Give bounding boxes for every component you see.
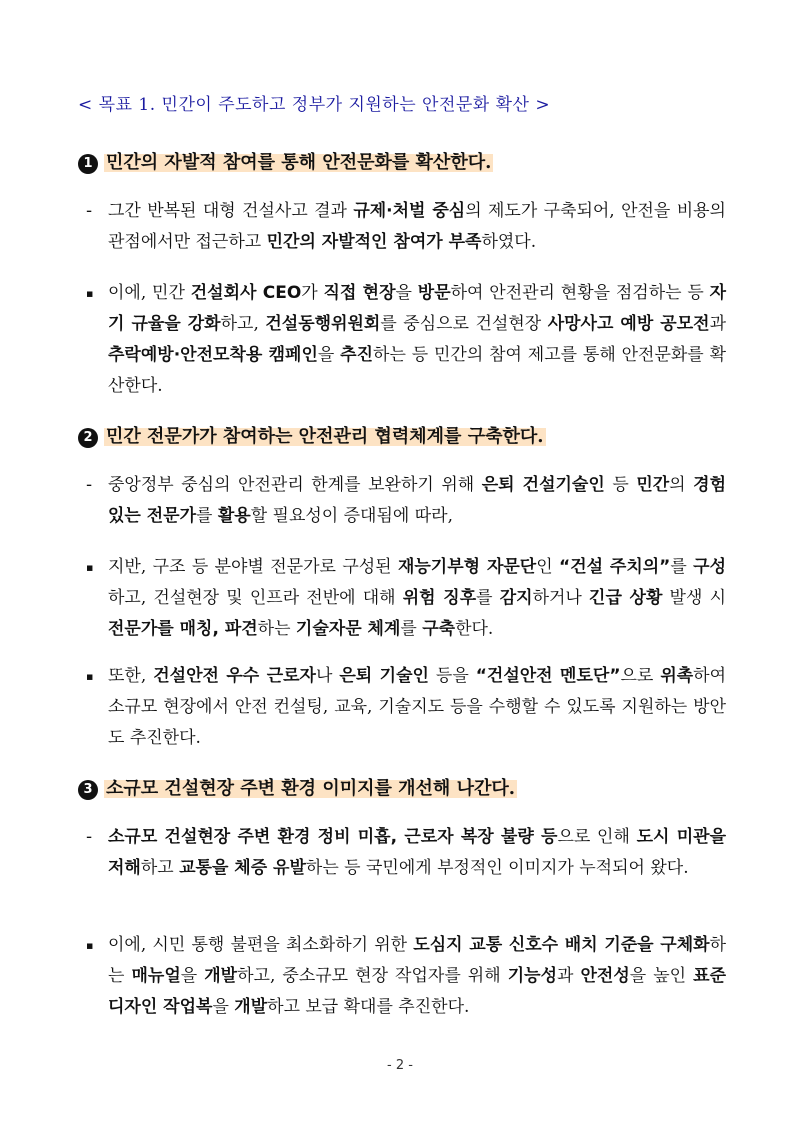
bold-text: 추진 bbox=[340, 345, 374, 365]
bold-text: 기술자문 체계 bbox=[295, 619, 401, 639]
paragraph-text bbox=[108, 196, 726, 258]
bold-text: 교통을 체증 유발 bbox=[179, 858, 306, 878]
text-run: 과 bbox=[557, 966, 581, 986]
text-run: 등 bbox=[604, 475, 637, 495]
text-run: 하여 안전관리 현황을 점검하는 등 bbox=[450, 283, 710, 303]
dash-bullet: - bbox=[86, 475, 93, 495]
bold-text: 활용 bbox=[217, 506, 251, 526]
text-run: 지반, 구조 등 분야별 전문가로 구성된 bbox=[108, 557, 398, 577]
text-run: 으로 bbox=[620, 666, 661, 686]
section-1-number: 1 bbox=[78, 154, 98, 174]
bold-text: 도시 미관을 저해 bbox=[108, 827, 726, 878]
text-run: 인 bbox=[536, 557, 560, 577]
page-number: - 2 - bbox=[387, 1058, 413, 1073]
square-bullet-icon: ▪ bbox=[86, 287, 94, 300]
text-run: 을 bbox=[212, 997, 235, 1017]
bold-text: 표준 디자인 작업복 bbox=[108, 966, 727, 1017]
text-run: 하는 bbox=[108, 935, 727, 986]
square-bullet-icon: ▪ bbox=[86, 561, 94, 574]
bold-text: 긴급 상황 bbox=[589, 588, 663, 608]
text-run: 을 높인 bbox=[629, 966, 694, 986]
bold-text: 건설동행위원회 bbox=[265, 314, 381, 334]
bold-text: 민간의 자발적인 참여가 부족 bbox=[266, 232, 482, 252]
paragraph-text bbox=[108, 552, 726, 645]
text-run: 하고, 건설현장 및 인프라 전반에 대해 bbox=[108, 588, 403, 608]
text-run: 이에, 시민 통행 불편을 최소화하기 위한 bbox=[108, 935, 414, 955]
text-run: 과 bbox=[709, 314, 727, 334]
text-run: 의 제도가 구축되어, 안전을 비용의 관점에서만 접근하고 bbox=[108, 201, 726, 252]
text-run: 하는 bbox=[257, 619, 296, 639]
section-1-item-2 bbox=[86, 278, 726, 402]
text-run: 하는 등 국민에게 부정적인 이미지가 누적되어 왔다. bbox=[305, 858, 689, 878]
text-run: 이에, 민간 bbox=[108, 283, 191, 303]
bold-text: 건설안전 우수 근로자 bbox=[153, 666, 316, 686]
bold-text: 은퇴 건설기술인 bbox=[481, 475, 605, 495]
bold-text: 규제·처벌 중심 bbox=[353, 201, 466, 221]
bold-text: “건설안전 멘토단” bbox=[475, 666, 621, 686]
section-2-item-2 bbox=[86, 552, 726, 645]
bold-text: 은퇴 기술인 bbox=[339, 666, 429, 686]
text-run: 하거나 bbox=[532, 588, 590, 608]
section-1-heading bbox=[78, 148, 493, 174]
text-run: 그간 반복된 대형 건설사고 결과 bbox=[108, 201, 354, 221]
text-run: 하였다. bbox=[481, 232, 537, 252]
text-run: 으로 인해 bbox=[557, 827, 637, 847]
bold-text: 직접 현장 bbox=[323, 283, 396, 303]
text-run: 가 bbox=[301, 283, 324, 303]
text-run: 하는 등 민간의 참여 제고를 통해 안전문화를 확산한다. bbox=[108, 345, 726, 396]
paragraph-text bbox=[108, 822, 726, 884]
section-2-title: 민간 전문가가 참여하는 안전관리 협력체계를 구축한다. bbox=[106, 426, 544, 447]
text-run: 한다. bbox=[455, 619, 494, 639]
section-1-item-1 bbox=[86, 196, 726, 258]
section-2-number: 2 bbox=[78, 428, 98, 448]
text-run: 중앙정부 중심의 안전관리 한계를 보완하기 위해 bbox=[108, 475, 482, 495]
bold-text: 위험 징후 bbox=[402, 588, 477, 608]
text-run: 을 bbox=[317, 345, 341, 365]
section-3-heading bbox=[78, 774, 517, 800]
text-run: 등을 bbox=[428, 666, 476, 686]
text-run: 하고, 중소규모 현장 작업자를 위해 bbox=[237, 966, 508, 986]
section-1-title: 민간의 자발적 참여를 통해 안전문화를 확산한다. bbox=[106, 152, 492, 173]
text-run: 발생 시 bbox=[662, 588, 726, 608]
bold-text: 방문 bbox=[417, 283, 451, 303]
section-3-item-2 bbox=[86, 930, 726, 1023]
bold-text: 기능성 bbox=[507, 966, 557, 986]
text-run: 을 bbox=[180, 966, 205, 986]
bold-text: 소규모 건설현장 주변 환경 정비 미흡, 근로자 복장 불량 등 bbox=[108, 827, 558, 847]
paragraph-text bbox=[108, 278, 726, 402]
section-2-item-1 bbox=[86, 470, 726, 532]
paragraph-text bbox=[108, 470, 726, 532]
bold-text: 재능기부형 자문단 bbox=[397, 557, 537, 577]
text-run: 나 bbox=[315, 666, 340, 686]
text-run: 를 중심으로 건설현장 bbox=[380, 314, 548, 334]
text-run: 을 bbox=[395, 283, 418, 303]
bold-text: 민간 bbox=[636, 475, 670, 495]
text-run: 를 bbox=[400, 619, 423, 639]
dash-bullet: - bbox=[86, 827, 93, 847]
bold-text: 경험 있는 전문가 bbox=[108, 475, 727, 526]
text-run: 의 bbox=[669, 475, 694, 495]
bold-text: 개발 bbox=[204, 966, 238, 986]
section-3-item-1 bbox=[86, 822, 726, 884]
square-bullet-icon: ▪ bbox=[86, 670, 94, 683]
text-run: 를 bbox=[196, 506, 218, 526]
goal-title: < 목표 1. 민간이 주도하고 정부가 지원하는 안전문화 확산 > bbox=[78, 95, 551, 115]
text-run: 하고 bbox=[140, 858, 180, 878]
paragraph-text bbox=[108, 661, 726, 754]
bold-text: 감지 bbox=[499, 588, 533, 608]
text-run: 하고, bbox=[220, 314, 266, 334]
bold-text: 위촉 bbox=[660, 666, 694, 686]
bold-text: 구축 bbox=[422, 619, 456, 639]
text-run: 할 필요성이 증대됨에 따라, bbox=[250, 506, 453, 526]
section-2-heading bbox=[78, 422, 546, 448]
bold-text: 전문가를 매칭, 파견 bbox=[108, 619, 258, 639]
section-3-number: 3 bbox=[78, 780, 98, 800]
text-run: 하고 보급 확대를 추진한다. bbox=[267, 997, 470, 1017]
bold-text: 구성 bbox=[693, 557, 727, 577]
bold-text: 자기 규율을 강화 bbox=[108, 283, 727, 334]
bold-text: 개발 bbox=[234, 997, 268, 1017]
bold-text: 안전성 bbox=[580, 966, 630, 986]
square-bullet-icon: ▪ bbox=[86, 939, 94, 952]
bold-text: 매뉴얼 bbox=[131, 966, 181, 986]
bold-text: 도심지 교통 신호수 배치 기준을 구체화 bbox=[413, 935, 710, 955]
section-2-item-3 bbox=[86, 661, 726, 754]
text-run: 를 bbox=[476, 588, 500, 608]
bold-text: “건설 주치의” bbox=[559, 557, 671, 577]
section-3-title: 소규모 건설현장 주변 환경 이미지를 개선해 나간다. bbox=[106, 778, 516, 799]
dash-bullet: - bbox=[86, 201, 93, 221]
paragraph-text bbox=[108, 930, 726, 1023]
bold-text: 사망사고 예방 공모전 bbox=[547, 314, 710, 334]
text-run: 하여 소규모 현장에서 안전 컨설팅, 교육, 기술지도 등을 수행할 수 있도록 지원하는 방안도 추진한다. bbox=[108, 666, 727, 748]
bold-text: 건설회사 CEO bbox=[190, 283, 302, 303]
bold-text: 추락예방·안전모착용 캠페인 bbox=[108, 345, 318, 365]
text-run: 를 bbox=[670, 557, 694, 577]
text-run: 또한, bbox=[108, 666, 154, 686]
